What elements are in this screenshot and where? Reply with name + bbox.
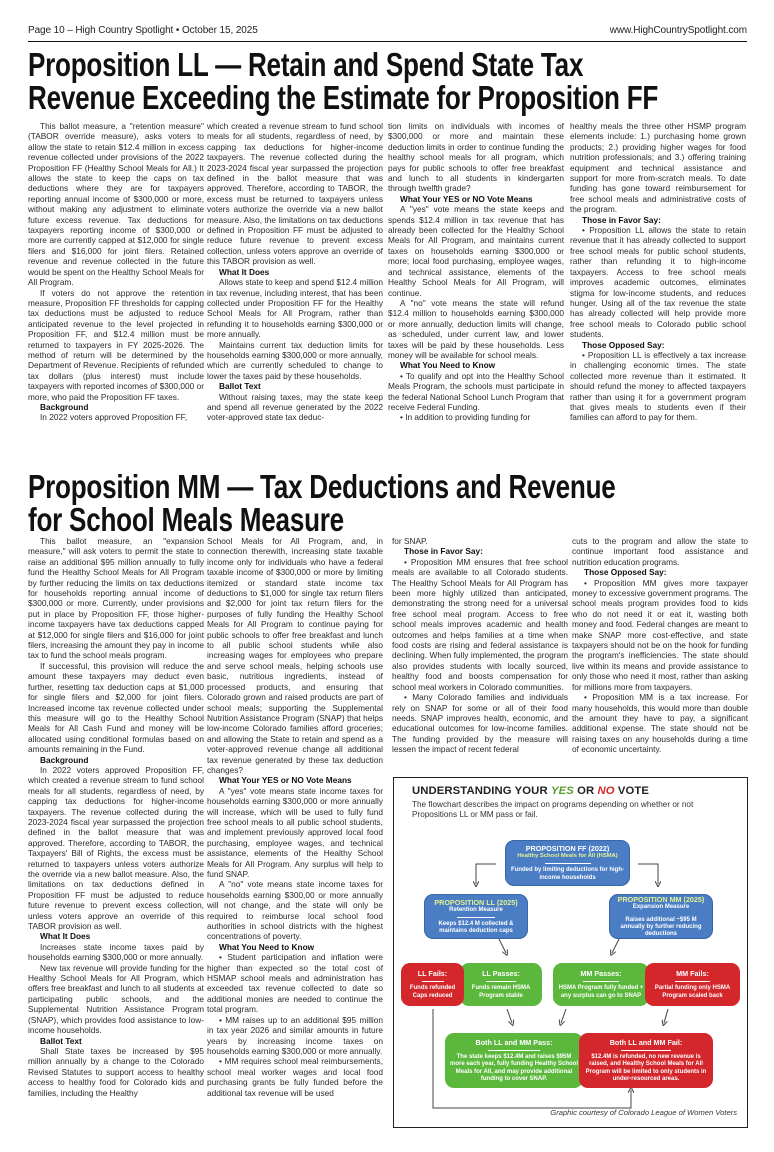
graphic-credit: Graphic courtesy of Colorado League of Women Voters [550,1108,737,1117]
paragraph: • To qualify and opt into the Healthy School Meals Program, the schools must participate in the federal National School Lunch Program that receive Federal Funding. [388,370,564,412]
headline-proposition-ll [28,48,774,114]
node-ll-passes: LL Passes: Funds remain HSMA Program stable [460,963,542,1006]
flowchart-subtitle: The flowchart describes the impact on programs depending on whether or not Propositions LL or MM pass or fail. [412,800,694,819]
headline-line: Revenue Exceeding the Estimate for Proposition FF [28,79,659,116]
article-ll-column-1 [28,121,204,423]
paragraph: A "yes" vote means state income taxes for households earning $300,000 or more annually will increase, which will be used to fully fund free school meals to all public school students, and implement previously approved local food purchasing, employee wages, and technical assistance, elements of the Healthy School Meals for All Program. Any surplus will help to fund SNAP. [207,785,383,879]
section-subheading: Those Opposed Say: [584,567,667,578]
flowchart-title: UNDERSTANDING YOUR YES OR NO VOTE [412,785,650,797]
website-url: www.HighCountrySpotlight.com [609,25,747,36]
paragraph: • Proposition LL is effectively a tax increase in challenging economic times. The state collected more revenue than it estimated. It should refund the money to affected taxpayers rather than using it for a government program that gives meals to students even if their families can afford to pay for them. [570,349,746,423]
paragraph: tion limits on individuals with incomes of $300,000 or more and maintain these deduction limits in order to continue funding the healthy school meals for all program, which pays for public schools to offer free breakfast and lunch to all students in kindergarten through twelfth grade? [388,121,564,194]
paragraph: In 2022 voters approved Proposition FF, which created a revenue stream to fund school meals for all students, regardless of need, by capping tax deductions for higher-income taxpayers. The revenue collected during the 2023-2024 fiscal year surpassed the projection defined in the ballot measure that was approved. Therefore, according to TABOR, the Taxpayers' Bill of Rights, the excess must be returned to taxpayers unless voters authorize the override via a new ballot measure. Also, the limitations on tax deductions defined in Proposition FF must be adjusted to reduce future revenue to prevent excess collection, unless voters approve an override of this TABOR provision as well. [28,764,204,932]
section-subheading: Ballot Text [219,381,261,392]
node-ll-fails: LL Fails: Funds refunded Caps reduced [401,963,464,1006]
paragraph: Maintains current tax deduction limits for households earning $300,000 or more annually, which are currently scheduled to change to lower the taxes paid by these households. [207,339,383,381]
article-mm-column-3 [392,536,568,755]
paragraph: • MM raises up to an additional $95 million in tax year 2026 and similar amounts in future years by increasing income taxes on households earning $300,000 or more annually. [207,1014,383,1056]
node-proposition-ff: PROPOSITION FF (2022) Healthy School Meals for All (HSMA) Funded by limiting deductions for high-income households [505,840,630,886]
paragraph: Without raising taxes, may the state keep and spend all revenue generated by the 2022 voter-approved state tax deduc- [207,391,383,423]
section-subheading: What It Does [219,266,270,277]
paragraph: This ballot measure, an "expansion measure," will ask voters to permit the state to raise an additional $95 million annually to fully fund the Healthy School Meals for All Program by further reducing the limits on tax deductions for households reporting annual income of $300,000 or more. Currently, under provisions put in place by Proposition FF, those higher-income taxpayers have tax deductions capped at $12,000 for single filers and $16,000 for joint filers, increasing the amount they pay in income tax to fund the school meals program. [28,536,204,661]
paragraph: • In addition to providing funding for [400,412,531,423]
section-subheading: Those in Favor Say: [404,546,483,557]
paragraph: Increases state income taxes paid by households earning $300,000 or more annually. [28,941,204,963]
section-subheading: Those Opposed Say: [582,339,665,350]
section-subheading: What Your YES or NO Vote Means [400,193,533,204]
vote-flowchart [393,777,748,1128]
paragraph: Allows state to keep and spend $12.4 million in tax revenue, including interest, that has been collected under Proposition FF for the Healthy School Meals for All Program, rather than refunding it to households earning $300,000 or more annually. [207,277,383,340]
paragraph: School Meals for All Program, and, in connection therewith, increasing state taxable income only for individuals who have a federal taxable income of $300,000 or more by limiting itemized or standard state income tax deductions to $1,000 for single tax return filers and $2,000 for joint tax return filers for the purposes of fully funding the Healthy School Meals for All Program to continue paying for public schools to offer free breakfast and lunch to all public school students while also increasing wages for employees who prepare and serve school meals, helping schools use basic, nutritious ingredients, instead of processed products, and ensuring that Colorado grown and raised products are part of school meals; supporting the Supplemental Nutrition Assistance Program (SNAP) that helps low-income Colorado families afford groceries; and allowing the State to retain and spend as a voter-approved revenue change all additional tax revenue generated by these tax deduction changes? [207,536,383,775]
section-subheading: What It Does [40,931,91,942]
paragraph: A "yes" vote means the state keeps and spends $12.4 million in tax revenue that has already been collected for the Healthy School Meals for All Program, and maintains current taxes on households earning $300,000 or more; local food purchasing, employee wages, and technical assistance, elements of the Healthy School Meals for All Program, will continue. [388,204,564,298]
article-ll-column-3 [388,121,564,423]
article-mm-column-4 [572,536,748,755]
paragraph: • Proposition LL allows the state to retain revenue that it has already collected to support free school meals for public school students, rather than refunding it to high-income taxpayers. Access to free school meals improves academic outcomes, eliminates stigma for low-income students, and reduces hunger. Using all of the tax revenue the state has already collected will help provide more free school meals to Colorado public school students. [570,225,746,340]
paragraph: • Student participation and inflation were higher than expected so the total cost of HSMAP school meals and administration has exceeded tax revenue collected to date so additional monies are needed to continue the total program. [207,952,383,1015]
paragraph: A "no" vote means state income taxes for households earning $300,00 or more annually will not change, and the state will only be required to reimburse local school food authorities in school districts with the highest concentrations of poverty. [207,879,383,942]
node-proposition-mm: PROPOSITION MM (2025) Expansion Measure Raises additional ~$95 M annually by further reducing deductions [609,894,713,939]
paragraph: • Proposition MM gives more taxpayer money to excessive government programs. The school meals program provides food to kids who do not need it or eat it, wasting both money and food. Federal changes are meant to make SNAP more cost-effective, and state taxpayers should not be on the hook for funding the program's inefficiencies. The state should live within its means and provide assistance to only those who need it most, rather than asking for millions more from taxpayers. [572,577,748,692]
paragraph: cuts to the program and allow the state to continue important food assistance and nutrition education programs. [572,536,748,567]
paragraph: • MM requires school meal reimbursements, school meal worker wages and local food purchasing grants be fully funded before the additional tax revenue will be used [207,1056,383,1098]
paragraph: • Proposition MM ensures that free school meals are available to all Colorado students. The Healthy School Meals for All Program has been more highly utilized than anticipated, demonstrating the strong need for a universal free school meal program. Access to free school meals improves academic and health outcomes and helps families at a time when food costs are rising and federal assistance is declining. When fully implemented, the program also provides students with locally sourced, healthy food and boosts compensation for school meal workers in Colorado communities. [392,556,568,692]
headline-line: Proposition LL — Retain and Spend State Tax [28,46,584,83]
node-both-fail: Both LL and MM Fail: $12.4M is refunded, no new revenue is raised, and Healthy School Meals for All Program will be limited to only students in under-resourced areas. [579,1033,713,1088]
section-subheading: What Your YES or NO Vote Means [219,775,352,786]
article-mm-column-1 [28,536,204,1098]
paragraph: New tax revenue will provide funding for the Healthy School Meals for All Program, which offers free breakfast and lunch to all students at participating public schools, and the Supplemental Nutrition Assistance Program (SNAP), which provides food assistance to low-income households. [28,962,204,1036]
paragraph: for SNAP. [392,536,428,546]
paragraph: which created a revenue stream to fund school meals for all students, regardless of need, by capping tax deductions for higher-income taxpayers. The revenue collected during the 2023-2024 fiscal year surpassed the projection defined in the ballot measure that was approved. Therefore, according to TABOR, the excess must be returned to taxpayers unless voters authorize the override via a new ballot measure. Also, the limitations on tax deductions defined in Proposition FF must be adjusted to reduce future revenue to prevent excess collection, unless voters approve an override of this TABOR provision as well. [207,121,383,267]
article-ll-column-4 [570,121,746,423]
page-header [28,20,747,42]
paragraph: This ballot measure, a "retention measure" (TABOR override measure), asks voters to allow the state to retain $12.4 million in excess revenue collected under provisions of the 2022 Proposition FF (Healthy School Meals for All.) It allows the state to keep the caps on tax deductions where they are for taxpayers reporting annual income of $300,000 or more, without making any adjustment to eliminate future excess revenue. Tax deductions for taxpayers reporting income of $300,000 or more are currently capped at $12,000 for single filers and $16,000 for joint filers. Retained revenue and revenue collected in the future would be spent on the Healthy School Meals for All Program. [28,121,204,288]
paragraph: • Many Colorado families and individuals rely on SNAP for some or all of their food needs. SNAP improves health, economic, and educational outcomes for low-income families. The funding provided by the measure will lessen the impact of recent federal [392,692,568,755]
section-subheading: Background [40,754,89,765]
article-ll-column-2 [207,121,383,423]
section-subheading: Background [40,401,89,412]
paragraph: If voters do not approve the retention measure, Proposition FF thresholds for capping tax deductions must be adjusted to reduce anticipated revenue to the level projected in Proposition FF, and $12.4 million must be returned to taxpayers in FY 2025-2026. The method of return will be determined by the Department of Revenue. Recipients of refunded tax dollars (plus interest) must include taxpayers with reported incomes of $300,000 or more, who paid the Proposition FF taxes. [28,287,204,402]
paragraph: If successful, this provision will reduce the amount these taxpayers may deduct even further, resetting tax deduction caps at $1,000 for single filers and $2,000 for joint filers. Increased income tax revenue collected under this measure will go to the Healthy School Meals for All Cash Fund and money will be allocated using conditional formulas based on amounts remaining in the Fund. [28,660,204,755]
node-mm-passes: MM Passes: HSMA Program fully funded + any surplus can go to SNAP [553,963,649,1006]
headline-proposition-mm [28,470,772,536]
section-subheading: What You Need to Know [219,941,315,952]
paragraph: A "no" vote means the state will refund $12.4 million to households earning $300,000 or more annually, deduction limits will change, as scheduled, under current law, and lower taxes will be paid by these households. Less money will be available for school meals. [388,297,564,360]
section-subheading: What You Need to Know [400,360,496,371]
section-subheading: Ballot Text [40,1035,82,1046]
node-proposition-ll: PROPOSITION LL (2025) Retention Measure Keeps $12.4 M collected & maintains deduction caps [424,894,528,939]
paragraph: healthy meals the three other HSMP program elements include: 1.) purchasing home grown products; 2.) providing higher wages for food nutrition professionals; and 3.) offering training equipment and technical assistance and support for more from-scratch meals. To date funding has gone toward reimbursement for free school meals and administrative costs of the program. [570,121,746,215]
paragraph: Shall State taxes be increased by $95 million annually by a change to the Colorado Revised Statutes to support access to healthy access to healthy food for Colorado kids and families, including the Healthy [28,1045,204,1098]
node-both-pass: Both LL and MM Pass: The state keeps $12.4M and raises $95M more each year, fully funding Healthy School Meals for All, and may provide additional funding to cover SNAP. [445,1033,583,1088]
page-info: Page 10 – High Country Spotlight • October 15, 2025 [28,25,258,36]
section-subheading: Those in Favor Say: [582,214,661,225]
article-mm-column-2 [207,536,383,1098]
headline-line: for School Meals Measure [28,501,344,538]
node-mm-fails: MM Fails: Partial funding only HSMA Program scaled back [645,963,740,1006]
paragraph: • Proposition MM is a tax increase. For many households, this would more than double the amount they have to pay, a significant additional expense. The state should not be raising taxes on any households during a time of economic uncertainty. [572,692,748,755]
headline-line: Proposition MM — Tax Deductions and Revenue [28,468,616,505]
paragraph: In 2022 voters approved Proposition FF, [40,412,188,423]
